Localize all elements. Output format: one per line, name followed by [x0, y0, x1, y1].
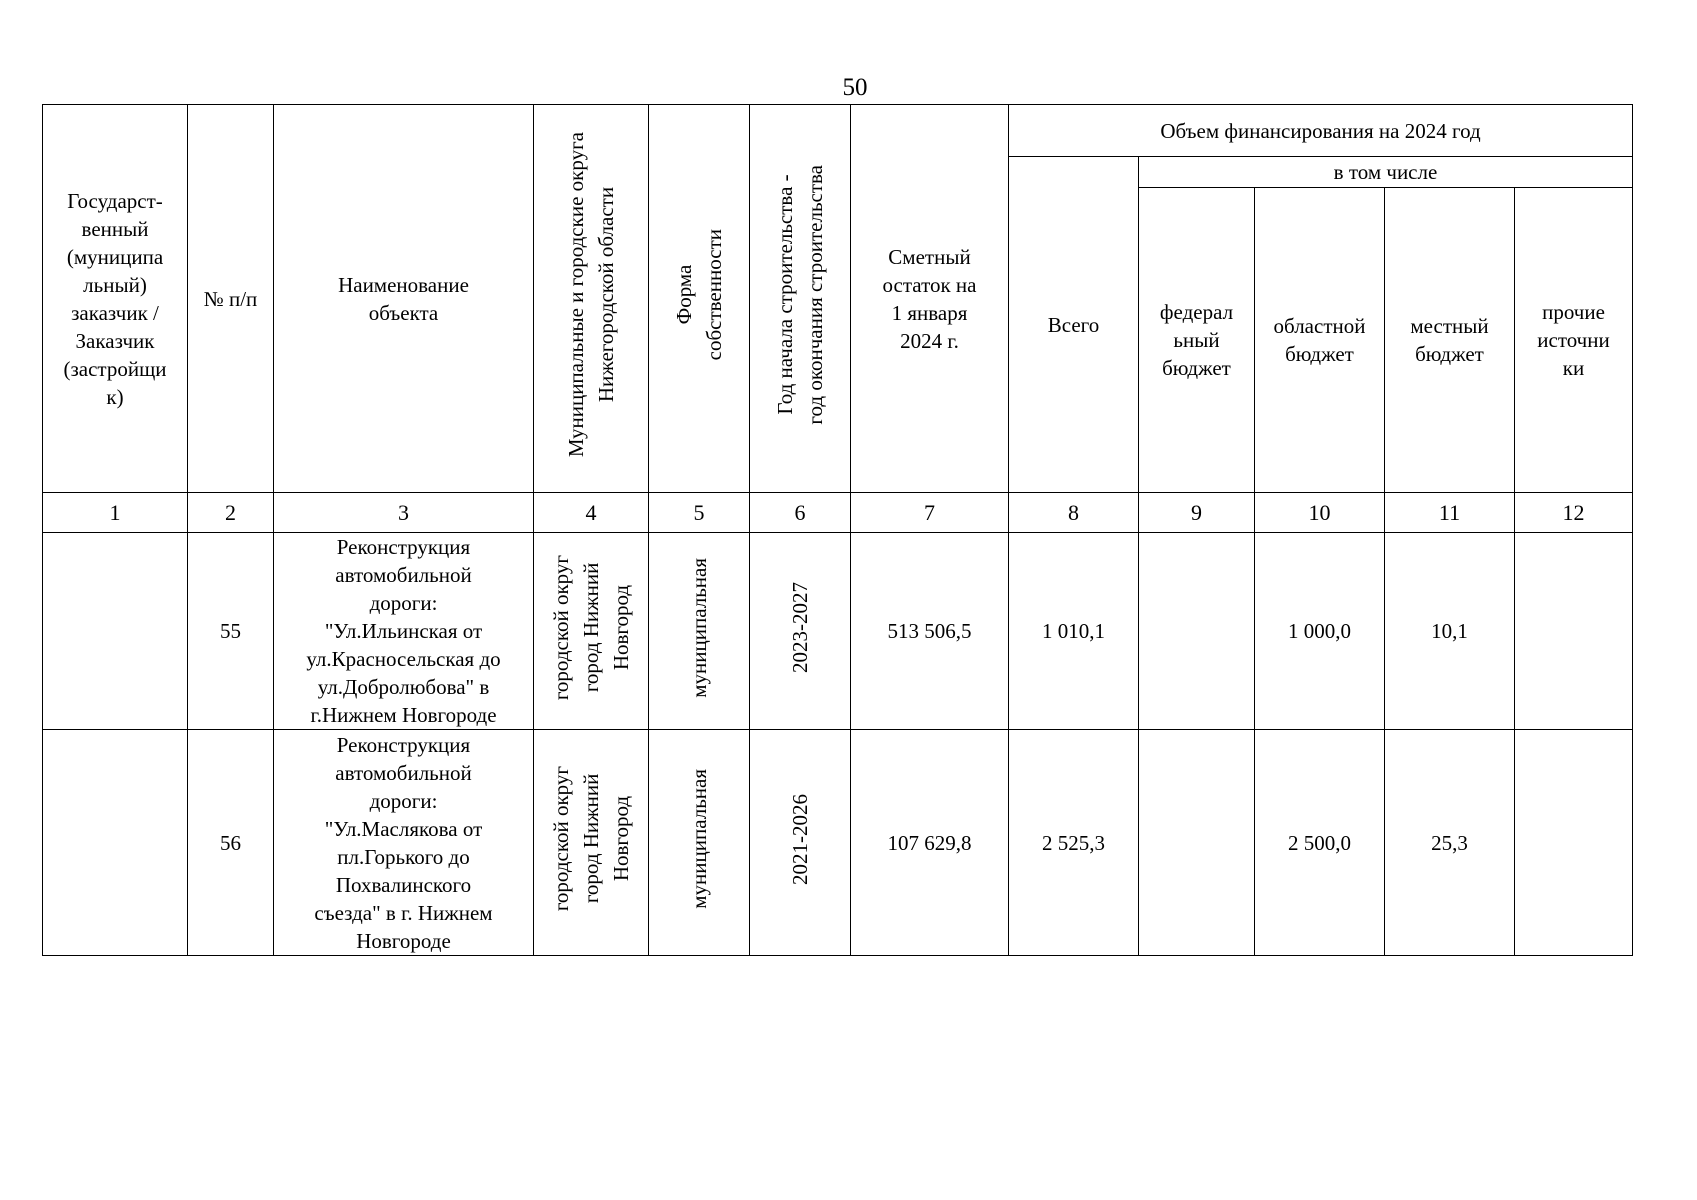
header-including: в том числе	[1139, 157, 1633, 188]
row-regional: 1 000,0	[1255, 533, 1385, 730]
header-local: местный бюджет	[1385, 188, 1515, 493]
row-other	[1515, 533, 1633, 730]
row-estimate-balance: 513 506,5	[851, 533, 1009, 730]
header-regional: областной бюджет	[1255, 188, 1385, 493]
row-ownership: муниципальная	[649, 730, 750, 956]
row-local: 10,1	[1385, 533, 1515, 730]
column-number-row	[43, 493, 1633, 533]
column-number: 11	[1385, 493, 1515, 533]
page-number: 50	[842, 74, 868, 101]
table-row	[43, 533, 1633, 730]
header-total: Всего	[1009, 157, 1139, 493]
row-district: городской округ город Нижний Новгород	[534, 533, 649, 730]
column-number: 5	[649, 493, 750, 533]
row-federal	[1139, 533, 1255, 730]
header-districts: Муниципальные и городские округа Нижегородской области	[534, 105, 649, 493]
column-number: 1	[43, 493, 188, 533]
table-row	[43, 730, 1633, 956]
row-local: 25,3	[1385, 730, 1515, 956]
header-ownership: Форма собственности	[649, 105, 750, 493]
row-ownership: муниципальная	[649, 533, 750, 730]
header-financing-group: Объем финансирования на 2024 год	[1009, 105, 1633, 157]
header-customer: Государст- венный (муниципа льный) заказчик / Заказчик (застройщи к)	[43, 105, 188, 493]
column-number: 7	[851, 493, 1009, 533]
financing-table	[42, 104, 1633, 956]
row-district: городской округ город Нижний Новгород	[534, 730, 649, 956]
header-number: № п/п	[188, 105, 274, 493]
header-other: прочие источни ки	[1515, 188, 1633, 493]
column-number: 4	[534, 493, 649, 533]
row-object-name: Реконструкция автомобильной дороги: "Ул.Маслякова от пл.Горького до Похвалинского съезда" в г. Нижнем Новгороде	[274, 730, 534, 956]
column-number: 12	[1515, 493, 1633, 533]
row-federal	[1139, 730, 1255, 956]
row-years: 2021-2026	[750, 730, 851, 956]
column-number: 2	[188, 493, 274, 533]
row-other	[1515, 730, 1633, 956]
row-total: 2 525,3	[1009, 730, 1139, 956]
row-total: 1 010,1	[1009, 533, 1139, 730]
row-regional: 2 500,0	[1255, 730, 1385, 956]
row-estimate-balance: 107 629,8	[851, 730, 1009, 956]
header-estimate-balance: Сметный остаток на 1 января 2024 г.	[851, 105, 1009, 493]
column-number: 6	[750, 493, 851, 533]
column-number: 9	[1139, 493, 1255, 533]
column-number: 10	[1255, 493, 1385, 533]
row-number: 55	[188, 533, 274, 730]
column-number: 8	[1009, 493, 1139, 533]
row-customer	[43, 533, 188, 730]
header-years: Год начала строительства - год окончания строительства	[750, 105, 851, 493]
row-years: 2023-2027	[750, 533, 851, 730]
row-object-name: Реконструкция автомобильной дороги: "Ул.Ильинская от ул.Красносельская до ул.Добролюбова" в г.Нижнем Новгороде	[274, 533, 534, 730]
row-customer	[43, 730, 188, 956]
header-federal: федерал ьный бюджет	[1139, 188, 1255, 493]
column-number: 3	[274, 493, 534, 533]
header-object-name: Наименование объекта	[274, 105, 534, 493]
row-number: 56	[188, 730, 274, 956]
